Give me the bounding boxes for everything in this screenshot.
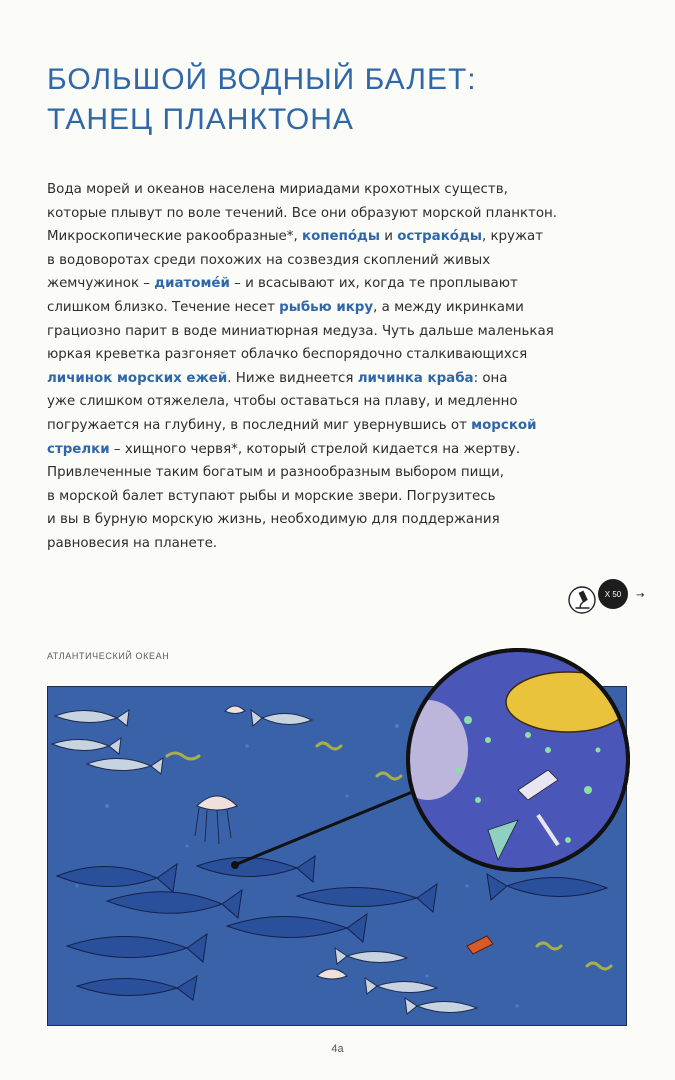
term-arrow-worm-1: морской [471,417,537,433]
page-title [47,60,607,140]
magnification-badge [568,577,648,617]
title-line-1: БОЛЬШОЙ ВОДНЫЙ БАЛЕТ: [47,63,477,96]
term-diatoms: диатомéй [154,276,230,292]
term-sea-urchin-larvae: личинок морских ежей [47,370,228,386]
body-text-run: : она [473,370,508,386]
body-line [47,225,627,249]
magnifier-point [231,861,239,869]
body-line: равновесия на планете. [47,535,218,551]
body-line: в морской балет вступают рыбы и морские звери. Погрузитесь [47,488,496,504]
magnification-label: X 50 [604,590,622,599]
body-text-run: и [379,229,398,245]
body-text-run: – хищного червя*, который стрелой кидается на жертву. [109,441,521,457]
term-ostracods: остракóды [397,229,482,245]
body-line: Привлеченные таким богатым и разнообразным выбором пищи, [47,465,504,481]
term-crab-larva: личинка краба [357,370,474,386]
body-line: и вы в бурную морскую жизнь, необходимую для поддержания [47,512,500,528]
body-line: Вода морей и океанов населена мириадами крохотных существ, [47,182,508,197]
body-text-run: слишком близко. Течение несет [47,299,280,315]
page-number: 4а [331,1043,344,1055]
body-paragraph [47,178,627,556]
body-line: уже слишком отяжелела, чтобы оставаться на плаву, и медленно [47,394,518,410]
magnifier-lens [398,640,638,880]
body-line: юркая креветка разгоняет облачко беспорядочно сталкивающихся [47,347,528,363]
arrow-right-icon: → [636,590,645,601]
body-line [47,414,627,438]
body-text-run: , кружат [481,229,544,245]
body-text-run: – и всасывают их, когда те проплывают [229,276,518,292]
body-line [47,367,627,391]
body-text-run: , а между икринками [373,299,524,315]
term-fish-roe: рыбью икру [279,299,374,315]
body-line: которые плывут по воле течений. Все они образуют морской планктон. [47,205,558,221]
region-label: АТЛАНТИЧЕСКИЙ ОКЕАН [47,651,170,661]
body-line: в водоворотах среди похожих на созвездия скоплений живых [47,252,491,268]
title-line-2: ТАНЕЦ ПЛАНКТОНА [47,103,354,136]
body-line [47,438,627,462]
body-line [47,296,627,320]
body-line: грациозно парит в воде миниатюрная медуза. Чуть дальше маленькая [47,323,554,339]
term-copepods: копепóды [301,229,380,245]
body-text-run: Микроскопические ракообразные*, [47,229,302,245]
body-text-run: . Ниже виднеется [227,370,358,386]
body-text-run: жемчужинок – [47,276,155,292]
body-text-run: погружается на глубину, в последний миг увернувшись от [47,417,472,433]
term-arrow-worm-2: стрелки [47,441,110,457]
body-line [47,272,627,296]
